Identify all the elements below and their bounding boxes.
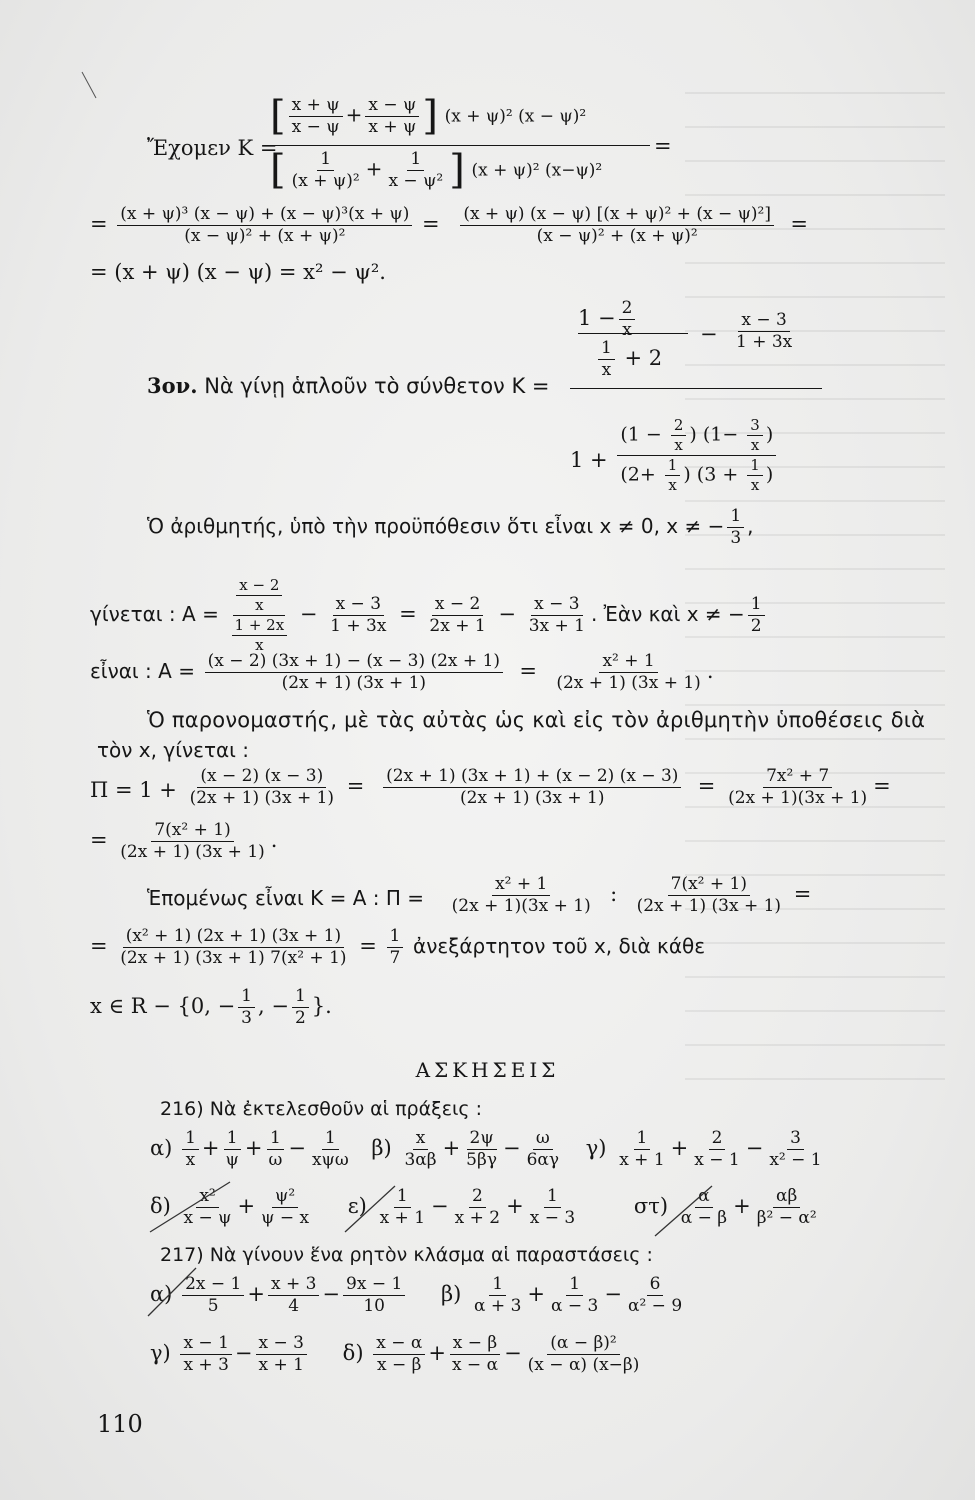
p3-minus: − (700, 322, 718, 346)
p3-inner-den: $\frac{1}{x}$ + 2 (595, 340, 662, 379)
equals-sign: = (654, 134, 672, 158)
p3-inner-bar (578, 333, 688, 334)
page-number: 110 (97, 1410, 143, 1438)
expansion-left-fraction: $\frac{\text{(x + ψ)³ (x − ψ) + (x − ψ)³(x + ψ)}}{\text{(x − ψ)² + (x + ψ)²}}$ (117, 206, 412, 245)
therefore-expression: Ἑπομένως εἶναι K = A : Π = $\frac{\text{x² + 1}}{(2x + 1)(3x + 1)}$ : $\frac{\text{7(x² + 1)}}{(2x + 1) (3x + 1)}$ = (147, 874, 812, 916)
Pi-expression: Π = 1 + $\frac{(x - 2) (x - 3)}{(2x + 1) (3x + 1)}$ = $\frac{(2x + 1) (3x + 1) + (x - 2) (x - 3)}{(2x + 1) (3x + 1)}$ = $\frac{\text{7x² + 7}}{(2x + 1)(3x + 1)}$ = (90, 766, 891, 808)
A-expression: γίνεται : A = $\frac{\frac{x - 2}{x}}{\frac{1 + 2x}{x}}$ − $\frac{x - 3}{1 + 3x}$ = $\frac{x - 2}{2x + 1}$ − $\frac{x - 3}{3x + 1}$ . Ἐὰν καὶ x ≠ − $\frac{1}{2}$ (90, 578, 768, 653)
ex217-row2: γ) $\frac{x - 1}{x + 3}$ − $\frac{x - 3}{x + 1}$ δ) $\frac{x - \alpha}{x - \beta}$ + $\frac{x - \beta}{x - \alpha}$ − $\frac{\text{(α − β)²}}{(x - \alpha) (x-\beta)}$ (150, 1333, 640, 1375)
exercise-217: 217) Νὰ γίνουν ἕνα ρητὸν κλάσμα αἱ παραστάσεις : (160, 1244, 653, 1266)
p3-lower: 1 + (1 − $\frac{2}{x}$ ) (1− $\frac{3}{x}$ ) (2+ $\frac{1}{x}$ ) (3 + $\frac{1}{x}$ ) (570, 418, 779, 493)
p3-upper-right: $\frac{x - 3}{1 + 3x}$ (736, 310, 793, 352)
exercises-heading: ΑΣΚΗΣΕΙΣ (415, 1058, 560, 1082)
expansion-line: = $\frac{\text{(x + ψ)³ (x − ψ) + (x − ψ)³(x + ψ)}}{\text{(x − ψ)² + (x + ψ)²}}$ = $\frac{\text{(x + ψ) (x − ψ) [(x + ψ)² + (x − ψ)²]}}{\text{(x − ψ)² + (x + ψ)²}}$ = (90, 204, 808, 246)
ex216-row2: δ) $\frac{\text{x²}}{x - \psi}$ + $\frac{\text{ψ²}}{\psi - x}$ ε) $\frac{1}{x + 1}$ − $\frac{2}{x + 2}$ + $\frac{1}{x - 3}$ στ) $\frac{\alpha}{\alpha - \beta}$ + $\frac{\alpha\beta}{\text{β² − α²}}$ (150, 1186, 817, 1228)
p3-main-bar (570, 388, 822, 389)
big-fraction-denominator: [ $\frac{1}{\text{(x + ψ)²}}$ + $\frac{1}{\text{x − ψ²}}$ ] (x + ψ)² (x−ψ)² (270, 147, 603, 193)
problem3-label: 3ον. (147, 373, 198, 398)
exercise-216: 216) Νὰ ἐκτελεσθοῦν αἱ πράξεις : (160, 1098, 483, 1120)
denominator-statement-1: Ὁ παρονομαστής, μὲ τὰς αὐτὰς ὡς καὶ εἰς τὸν ἀριθμητὴν ὑποθέσεις διὰ (147, 708, 926, 732)
expansion-right-fraction: $\frac{\text{(x + ψ) (x − ψ) [(x + ψ)² + (x − ψ)²]}}{\text{(x − ψ)² + (x + ψ)²}}$ (460, 206, 774, 245)
domain-expression: x ∈ R − {0, − $\frac{1}{3}$ , − $\frac{1}{2}$ }. (90, 986, 332, 1028)
example-intro: Ἔχομεν K = (147, 136, 278, 160)
denominator-statement-2: τὸν x, γίνεται : (97, 738, 250, 762)
final-expression: = $\frac{\text{(x² + 1) (2x + 1) (3x + 1)}}{\text{(2x + 1) (3x + 1) 7(x² + 1)}}$ = $\frac{1}{7}$ ἀνεξάρτητον τοῦ x, διὰ κάθε (90, 926, 706, 968)
big-fraction-numerator: [ $\frac{x + \psi}{x - \psi}$ + $\frac{x - \psi}{x + \psi}$ ] (x + ψ)² (x − ψ)² (270, 93, 587, 139)
ex217-row1: α) $\frac{2x - 1}{5}$ + $\frac{x + 3}{4}$ − $\frac{9x - 1}{10}$ β) $\frac{1}{\alpha + 3}$ + $\frac{1}{\alpha - 3}$ − $\frac{6}{\text{α² − 9}}$ (150, 1274, 683, 1316)
big-fraction-bar (270, 145, 650, 146)
ex216-row1: α) $\frac{1}{x}$ + $\frac{1}{\psi}$ + $\frac{1}{\omega}$ − $\frac{1}{\text{xψω}}$ β) $\frac{x}{3\alpha\beta}$ + $\frac{2\psi}{5\beta\gamma}$ − $\frac{\omega}{6\alpha\gamma}$ γ) $\frac{1}{x + 1}$ + $\frac{2}{x - 1}$ − $\frac{3}{\text{x² − 1}}$ (150, 1128, 822, 1170)
result-line: = (x + ψ) (x − ψ) = x² − ψ². (90, 260, 386, 284)
pencil-corner-mark (82, 72, 96, 98)
A-result: εἶναι : A = $\frac{(x - 2) (3x + 1) - (x - 3) (2x + 1)}{(2x + 1) (3x + 1)}$ = $\frac{\text{x² + 1}}{(2x + 1) (3x + 1)}$ . (90, 651, 714, 693)
problem3-text: Νὰ γίνῃ ἁπλοῦν τὸ σύνθετον K = (204, 374, 550, 398)
Pi-final: = $\frac{\text{7(x² + 1)}}{(2x + 1) (3x + 1)}$ . (90, 820, 278, 862)
numerator-statement: Ὁ ἀριθμητής, ὑπὸ τὴν προϋπόθεσιν ὅτι εἶναι x ≠ 0, x ≠ − $\frac{1}{3}$ , (147, 506, 754, 548)
problem3-statement (147, 375, 550, 397)
p3-upper-left: 1 − $\frac{2}{x}$ (578, 300, 638, 339)
example-line-1 (147, 128, 278, 160)
